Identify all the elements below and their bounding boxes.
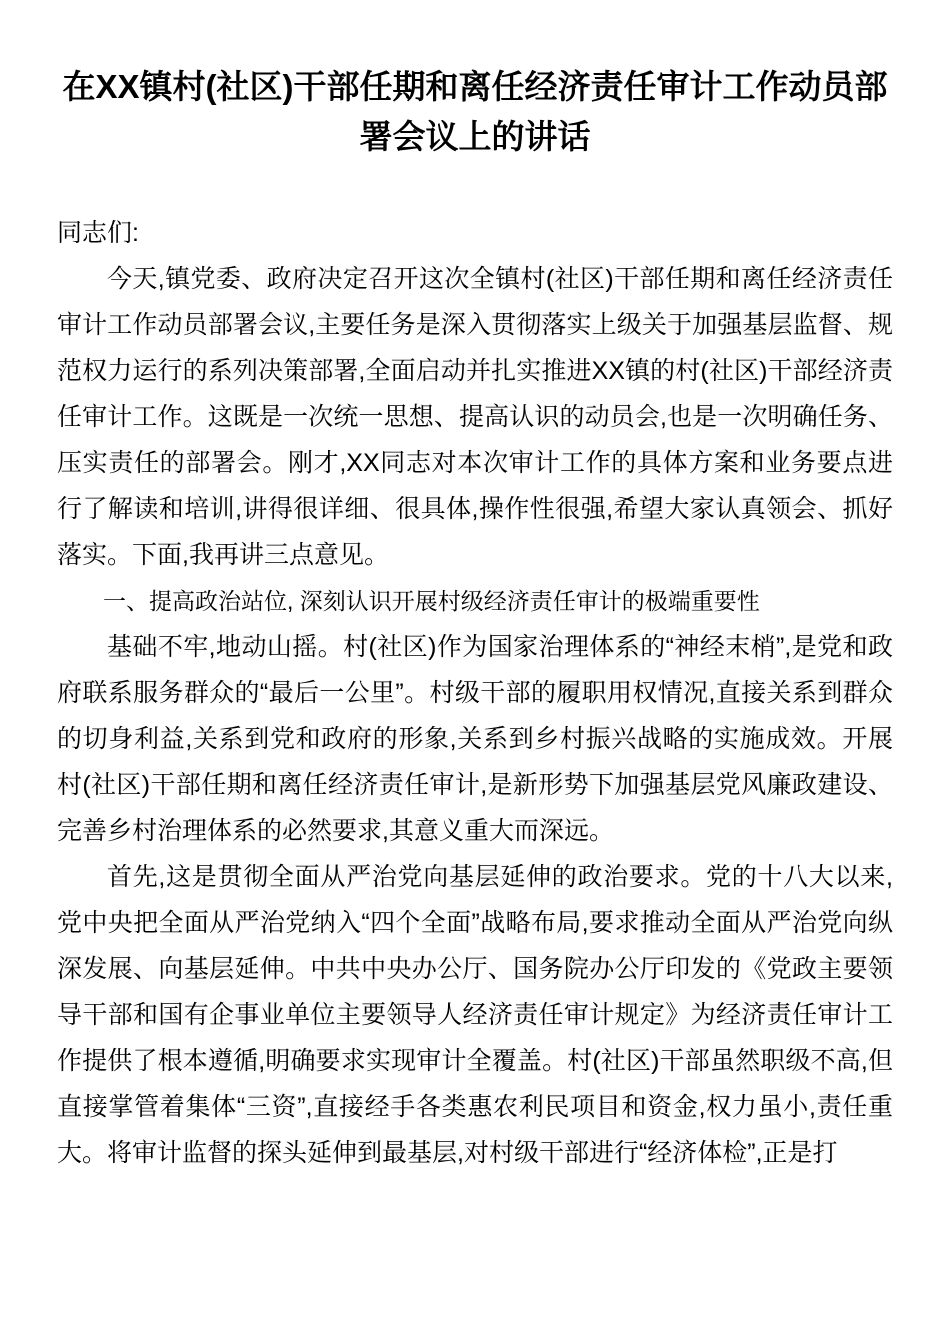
section-heading-1: 一、提高政治站位, 深刻认识开展村级经济责任审计的极端重要性 (103, 588, 760, 614)
paragraph-intro: 今天,镇党委、政府决定召开这次全镇村(社区)干部任期和离任经济责任审计工作动员部署会议,主要任务是深入贯彻落实上级关于加强基层监督、规范权力运行的系列决策部署,全面启动并扎实推进XX镇的村(社区)干部经济责任审计工作。这既是一次统一思想、提高认识的动员会,也是一次明确任务、压实责任的部署会。刚才,XX同志对本次审计工作的具体方案和业务要点进行了解读和培训,讲得很详细、很具体,操作性很强,希望大家认真领会、抓好落实。下面,我再讲三点意见。 (57, 265, 893, 569)
paragraph-body-1: 基础不牢,地动山摇。村(社区)作为国家治理体系的“神经末梢”,是党和政府联系服务群众的“最后一公里”。村级干部的履职用权情况,直接关系到群众的切身利益,关系到党和政府的形象,关系到乡村振兴战略的实施成效。开展村(社区)干部任期和离任经济责任审计,是新形势下加强基层党风廉政建设、完善乡村治理体系的必然要求,其意义重大而深远。 (57, 633, 893, 845)
paragraph-body-2: 首先,这是贯彻全面从严治党向基层延伸的政治要求。党的十八大以来,党中央把全面从严治党纳入“四个全面”战略布局,要求推动全面从严治党向纵深发展、向基层延伸。中共中央办公厅、国务院办公厅印发的《党政主要领导干部和国有企事业单位主要领导人经济责任审计规定》为经济责任审计工作提供了根本遵循,明确要求实现审计全覆盖。村(社区)干部虽然职级不高,但直接掌管着集体“三资”,直接经手各类惠农利民项目和资金,权力虽小,责任重大。将审计监督的探头延伸到最基层,对村级干部进行“经济体检”,正是打 (57, 863, 893, 1167)
salutation: 同志们: (57, 219, 139, 247)
document-body (57, 0, 893, 1176)
page-title: 在XX镇村(社区)干部任期和离任经济责任审计工作动员部署会议上的讲话 (62, 68, 888, 155)
